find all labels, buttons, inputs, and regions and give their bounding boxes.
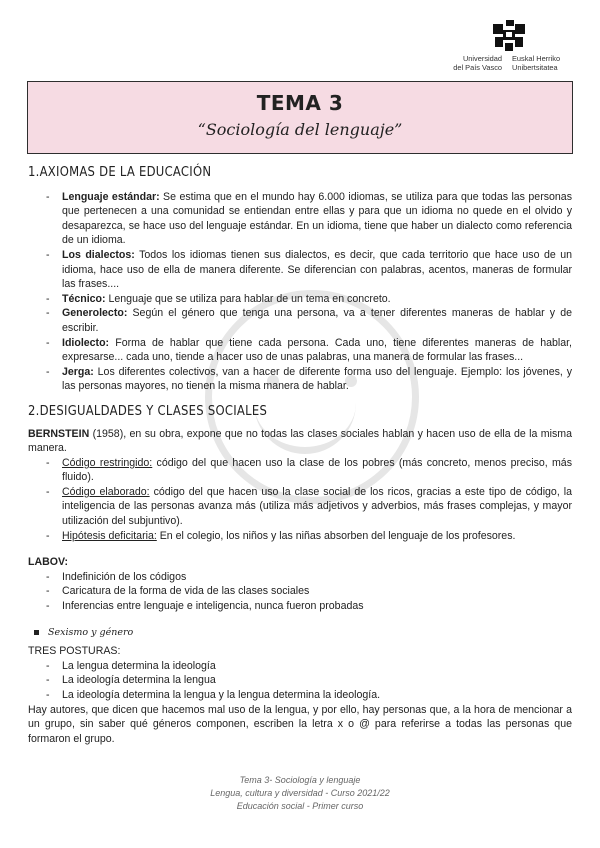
tres-posturas-label: TRES POSTURAS: bbox=[28, 645, 121, 658]
bernstein-paragraph: BERNSTEIN (1958), en su obra, expone que no todas las clases sociales hablan y hacen uso de ella de la misma manera. bbox=[28, 427, 572, 455]
section-heading-2: 2.DESIGUALDADES Y CLASES SOCIALES bbox=[28, 402, 268, 419]
page-subtitle: “Sociología del lenguaje” bbox=[197, 120, 403, 139]
list-item: - Los dialectos: Todos los idiomas tienen sus dialectos, es decir, que cada territorio que hace uso de un idioma, hace uso de ella de manera diferente. Se diferencian con palabras, acentos, maneras de formular las frases.... bbox=[46, 248, 572, 292]
labov-block bbox=[28, 555, 572, 613]
list-item: - Generolecto: Según el género que tenga una persona, va a tener diferentes maneras de hablar y de escribir. bbox=[46, 306, 572, 335]
codes-list bbox=[28, 456, 572, 544]
list-item: - Código restringido: código del que hacen uso la clase de los pobres (más concreto, menos preciso, más fluido). bbox=[46, 456, 572, 485]
list-item: - Técnico: Lenguaje que se utiliza para hablar de un tema en concreto. bbox=[46, 292, 572, 307]
logo-text-basque: Euskal Herriko Unibertsitatea bbox=[512, 54, 561, 72]
list-item: - Idiolecto: Forma de hablar que tiene cada persona. Cada uno, tiene diferentes maneras de hablar, expresarse... cada uno, tiende a hacer uso de unas palabras, una manera de formular las frases... bbox=[46, 336, 572, 365]
list-item: - La ideología determina la lengua bbox=[46, 673, 572, 688]
posturas-list bbox=[28, 659, 572, 703]
section-heading-1: 1.AXIOMAS DE LA EDUCACIÓN bbox=[28, 164, 212, 180]
list-item: - Jerga: Los diferentes colectivos, van a hacer de diferente forma uso del lenguaje. Ejemplo: los jóvenes, y las personas mayores, no tienen la misma manera de hablar. bbox=[46, 365, 572, 394]
axioms-list bbox=[28, 190, 572, 394]
title-box bbox=[27, 81, 573, 154]
footer-line: Educación social - Primer curso bbox=[236, 801, 364, 811]
list-item: - La ideología determina la lengua y la lengua determina la ideología. bbox=[46, 688, 572, 703]
subsection-heading: Sexismo y género bbox=[28, 626, 572, 641]
footer-line: Lengua, cultura y diversidad - Curso 2021/22 bbox=[210, 788, 390, 798]
list-item: - Inferencias entre lenguaje e inteligencia, nunca fueron probadas bbox=[46, 599, 572, 614]
square-bullet-icon bbox=[34, 630, 39, 635]
footer-line: Tema 3- Sociología y lenguaje bbox=[239, 775, 361, 785]
list-item: - Indefinición de los códigos bbox=[46, 570, 572, 585]
list-item: - Caricatura de la forma de vida de las clases sociales bbox=[46, 584, 572, 599]
university-logo bbox=[444, 18, 574, 73]
labov-title: LABOV: bbox=[28, 556, 69, 569]
list-item: - Hipótesis deficitaria: En el colegio, los niños y las niñas absorben del lenguaje de los profesores. bbox=[46, 529, 572, 544]
list-item: - Código elaborado: código del que hacen uso la clase social de los ricos, gracias a este tipo de código, la inteligencia de las personas avanza más (utiliza más adjetivos y adverbios, más frases complejas, y mayor utilización del subjuntivo). bbox=[46, 485, 572, 529]
list-item: - Lenguaje estándar: Se estima que en el mundo hay 6.000 idiomas, se utiliza para que todas las personas que pertenecen a una comunidad se entiendan entre ellas y para que un idioma no quede en el olvido y desaparezca, se hace uso del lenguaje estándar. En un idioma, tiene que haber un dialecto como referencia de un idioma. bbox=[46, 190, 572, 248]
closing-paragraph: Hay autores, que dicen que hacemos mal uso de la lengua, y por ello, hay personas que, a la hora de mencionar a un grupo, sin saber qué géneros componen, escriben la letra x o @ para referirse a todas las personas que formaron el grupo. bbox=[28, 703, 572, 745]
list-item: - La lengua determina la ideología bbox=[46, 659, 572, 674]
labov-list bbox=[28, 570, 572, 614]
document-body bbox=[28, 165, 572, 746]
logo-text-spanish: Universidad del País Vasco bbox=[453, 54, 502, 72]
ehu-emblem-icon bbox=[489, 18, 529, 52]
page-title: TEMA 3 bbox=[256, 91, 344, 115]
page-footer bbox=[0, 774, 600, 813]
